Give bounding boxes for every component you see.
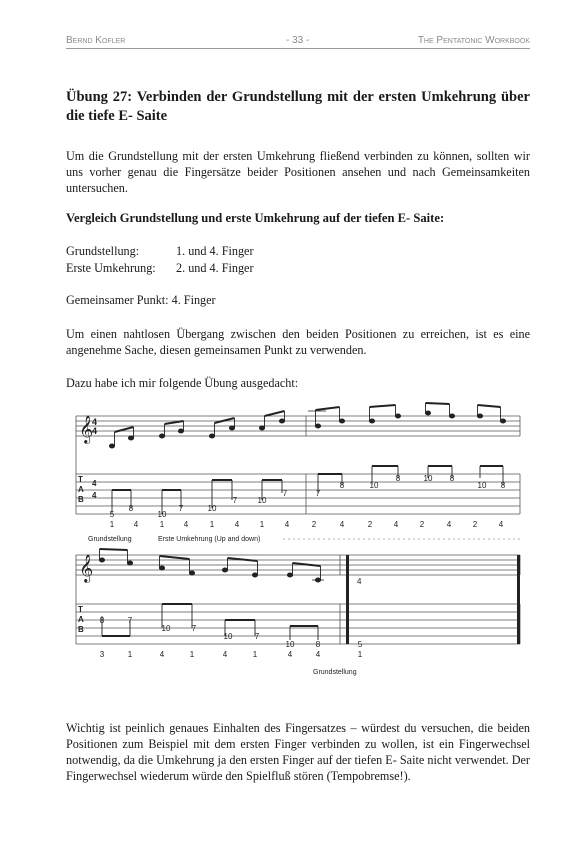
- svg-text:2: 2: [311, 520, 317, 529]
- svg-text:4: 4: [159, 650, 165, 659]
- label-grundstellung-end: Grundstellung: [313, 669, 357, 676]
- comparison-heading: Vergleich Grundstellung und erste Umkehrung auf der tiefen E- Saite:: [66, 211, 445, 225]
- tab-time-top: 4: [92, 479, 97, 488]
- svg-text:1: 1: [259, 520, 265, 529]
- fret-number: 7: [232, 496, 238, 505]
- fret-number: 7: [178, 504, 184, 513]
- svg-text:4: 4: [339, 520, 345, 529]
- header-page-number: - 33 -: [286, 35, 310, 46]
- fret-number: 8: [128, 504, 134, 513]
- tab-letter: T: [78, 475, 83, 484]
- svg-text:1: 1: [109, 520, 115, 529]
- fret-number: 8: [315, 640, 321, 649]
- system1-fret-numbers: [110, 474, 506, 519]
- svg-text:4: 4: [287, 650, 293, 659]
- fret-number: 8: [449, 474, 455, 483]
- treble-clef-icon: 𝄞: [79, 555, 94, 582]
- svg-text:1: 1: [209, 520, 215, 529]
- fret-number: 10: [161, 624, 171, 633]
- fret-number: 7: [282, 489, 288, 498]
- treble-clef-icon: 𝄞: [79, 416, 94, 443]
- position-label: Grundstellung:: [66, 244, 140, 258]
- fret-number: 10: [477, 481, 487, 490]
- fret-number: 8: [395, 474, 401, 483]
- tab-letter: A: [78, 615, 84, 624]
- svg-text:3: 3: [99, 650, 105, 659]
- fret-number: 8: [500, 481, 506, 490]
- svg-text:2: 2: [419, 520, 425, 529]
- position-fingers: 2. und 4. Finger: [176, 261, 254, 275]
- fret-number: 7: [254, 632, 260, 641]
- fret-number: 10: [257, 496, 267, 505]
- svg-text:4: 4: [234, 520, 240, 529]
- tab-letter: B: [78, 625, 84, 634]
- svg-text:1: 1: [357, 650, 363, 659]
- header-book-title: The Pentatonic Workbook: [417, 35, 530, 46]
- exercise-title: Übung 27: Verbinden der Grundstellung mit der ersten Umkehrung über die tiefe E- Saite: [66, 89, 530, 124]
- tab-letter: T: [78, 605, 83, 614]
- fret-number: 7: [127, 616, 133, 625]
- svg-text:1: 1: [127, 650, 133, 659]
- label-erste-umkehrung: Erste Umkehrung (Up and down): [158, 536, 261, 543]
- system2-notes: [99, 549, 324, 582]
- system2-fingers: [100, 650, 363, 659]
- svg-text:4: 4: [284, 520, 290, 529]
- svg-text:4: 4: [446, 520, 452, 529]
- position-fingers: 1. und 4. Finger: [176, 244, 254, 258]
- position-label: Erste Umkehrung:: [66, 261, 156, 275]
- system1-fingers: [110, 520, 504, 529]
- paragraph-2: Um einen nahtlosen Übergang zwischen den beiden Positionen zu erreichen, ist es eine angenehme Sache, diesen gemeinsamen Punkt zu verwenden.: [66, 327, 530, 357]
- header-author: Bernd Kofler: [66, 35, 126, 46]
- time-signature-bottom: 4: [92, 426, 98, 436]
- fret-number: 5: [109, 510, 115, 519]
- tab-time-bottom: 4: [92, 491, 97, 500]
- svg-text:1: 1: [189, 650, 195, 659]
- svg-text:2: 2: [367, 520, 373, 529]
- label-grundstellung: Grundstellung: [88, 536, 132, 543]
- fret-number: 10: [223, 632, 233, 641]
- svg-text:4: 4: [393, 520, 399, 529]
- common-point: Gemeinsamer Punkt: 4. Finger: [66, 293, 216, 307]
- intro-paragraph: Um die Grundstellung mit der ersten Umkehrung fließend verbinden zu können, sollten wir uns vorher genau die Fingersätze beider Positionen ansehen und nach Gemeinsamkeiten untersuchen.: [66, 149, 530, 195]
- svg-text:4: 4: [222, 650, 228, 659]
- whole-note-symbol: 4: [357, 577, 362, 586]
- fret-number: 8: [99, 616, 105, 625]
- svg-text:4: 4: [498, 520, 504, 529]
- fret-number: 10: [423, 474, 433, 483]
- fret-number: 8: [339, 481, 345, 490]
- svg-text:4: 4: [315, 650, 321, 659]
- svg-text:1: 1: [159, 520, 165, 529]
- svg-text:2: 2: [472, 520, 478, 529]
- fret-number: 10: [157, 510, 167, 519]
- svg-text:4: 4: [183, 520, 189, 529]
- fret-number: 7: [315, 489, 321, 498]
- svg-text:1: 1: [252, 650, 258, 659]
- svg-text:4: 4: [133, 520, 139, 529]
- fret-number: 7: [191, 624, 197, 633]
- time-signature-top: 4: [92, 417, 98, 427]
- final-paragraph: Wichtig ist peinlich genaues Einhalten des Fingersatzes – würdest du versuchen, die beiden Positionen zum Beispiel mit dem ersten Finger verbinden zu wollen, ist ein Fingerwechsel notwendig, da die Umkehrung ja den ersten Finger auf der tiefen E- Saite nicht verwendet. Der Fingerwechsel wiederum würde den Spielfluß stören (Tempobremse!).: [66, 721, 530, 783]
- paragraph-3: Dazu habe ich mir folgende Übung ausgedacht:: [66, 376, 299, 390]
- fret-number: 10: [369, 481, 379, 490]
- tab-letter: B: [78, 495, 84, 504]
- tab-letter: A: [78, 485, 84, 494]
- fret-number: 10: [207, 504, 217, 513]
- fret-number: 10: [285, 640, 295, 649]
- fret-number: 5: [357, 640, 363, 649]
- system1-notes: [109, 403, 505, 448]
